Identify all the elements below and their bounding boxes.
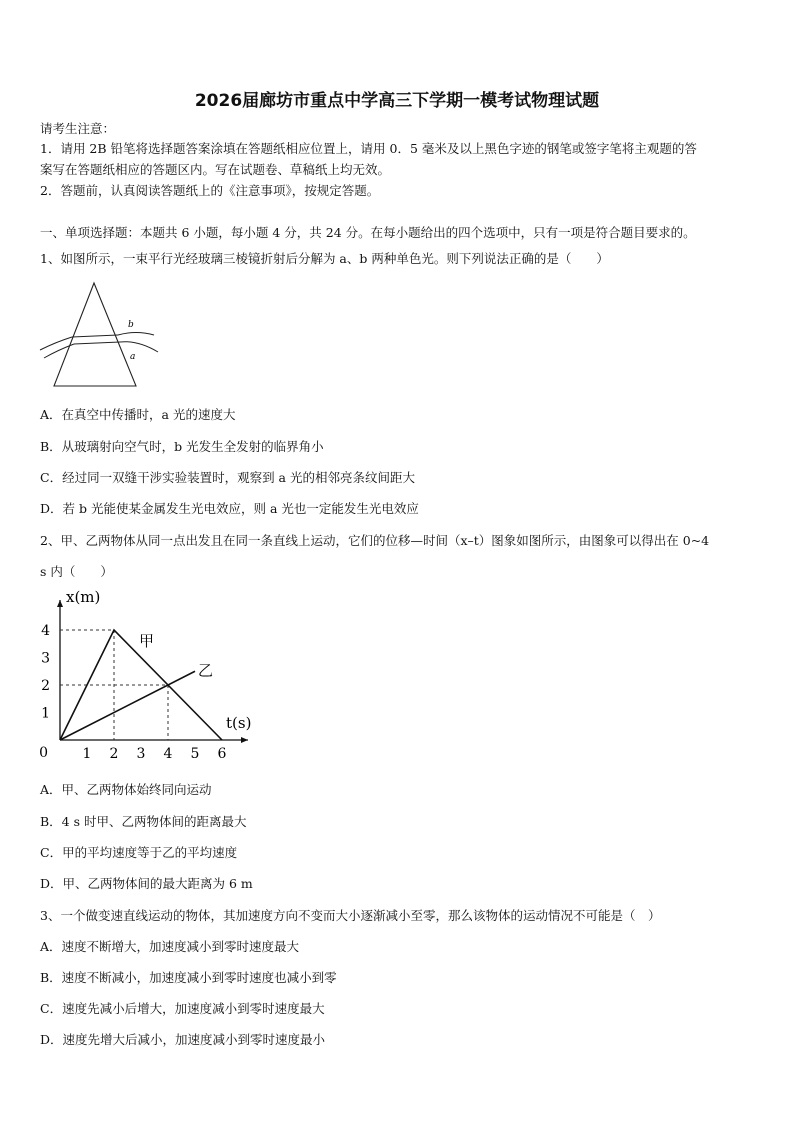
x-axis-label: t(s) bbox=[226, 714, 252, 732]
q1-option-c: C．经过同一双缝干涉实验装置时，观察到 a 光的相邻亮条纹间距大 bbox=[40, 470, 415, 485]
q2-option-a: A．甲、乙两物体始终同向运动 bbox=[40, 782, 212, 797]
q2-option-b: B．4 s 时甲、乙两物体间的距离最大 bbox=[40, 814, 247, 829]
question-2-stem-line-2: s 内（ ） bbox=[40, 564, 113, 579]
ray-b bbox=[118, 333, 154, 336]
q3-option-c: C．速度先减小后增大，加速度减小到零时速度最大 bbox=[40, 1001, 325, 1016]
series-label-yi: 乙 bbox=[198, 661, 214, 680]
q3-option-b: B．速度不断减小，加速度减小到零时速度也减小到零 bbox=[40, 970, 337, 985]
x-tick-label: 4 bbox=[163, 746, 173, 762]
y-tick-label: 4 bbox=[41, 623, 50, 639]
x-tick-label: 3 bbox=[136, 746, 146, 762]
refracted-ray-2 bbox=[74, 342, 120, 344]
x-tick-label: 6 bbox=[217, 746, 227, 762]
q1-option-d: D．若 b 光能使某金属发生光电效应，则 a 光也一定能发生光电效应 bbox=[40, 501, 419, 516]
prism-diagram bbox=[36, 278, 166, 390]
x-tick-label: 2 bbox=[109, 746, 119, 762]
y-tick-label: 1 bbox=[41, 705, 50, 722]
question-3-stem: 3、一个做变速直线运动的物体，其加速度方向不变而大小逐渐减小至零，那么该物体的运动情况不可能是（ ） bbox=[40, 908, 661, 923]
xt-chart bbox=[30, 585, 290, 770]
notice-item-2: 2．答题前，认真阅读答题纸上的《注意事项》，按规定答题。 bbox=[40, 183, 380, 198]
q1-option-a: A．在真空中传播时，a 光的速度大 bbox=[40, 407, 236, 422]
x-tick-label: 5 bbox=[190, 746, 200, 762]
question-2-stem-line-1: 2、甲、乙两物体从同一点出发且在同一条直线上运动，它们的位移—时间（x–t）图象如图所示，由图象可以得出在 0~4 bbox=[40, 533, 710, 548]
y-tick-label: 3 bbox=[41, 650, 50, 667]
refracted-ray-1 bbox=[72, 335, 118, 337]
q1-option-b: B．从玻璃射向空气时，b 光发生全发射的临界角小 bbox=[40, 439, 324, 454]
series-line-1 bbox=[60, 671, 195, 740]
notice-item-1-line-1: 1．请用 2B 铅笔将选择题答案涂填在答题纸相应位置上，请用 0．5 毫米及以上黑色字迹的钢笔或签字笔将主观题的答 bbox=[40, 141, 697, 156]
origin-label: 0 bbox=[39, 745, 48, 761]
question-1-stem: 1、如图所示，一束平行光经玻璃三棱镜折射后分解为 a、b 两种单色光。则下列说法正确的是（ ） bbox=[40, 251, 609, 266]
series-label-jia: 甲 bbox=[139, 632, 155, 650]
x-tick-label: 1 bbox=[82, 746, 92, 762]
q2-option-d: D．甲、乙两物体间的最大距离为 6 m bbox=[40, 876, 253, 891]
incident-ray-upper bbox=[40, 337, 72, 350]
q3-option-d: D．速度先增大后减小，加速度减小到零时速度最小 bbox=[40, 1032, 326, 1047]
ray-b-label: b bbox=[128, 320, 134, 330]
section-heading: 一、单项选择题：本题共 6 小题，每小题 4 分，共 24 分。在每小题给出的四个选项中，只有一项是符合题目要求的。 bbox=[40, 225, 696, 240]
q3-option-a: A．速度不断增大，加速度减小到零时速度最大 bbox=[40, 939, 300, 954]
prism-triangle bbox=[54, 283, 136, 386]
q2-option-c: C．甲的平均速度等于乙的平均速度 bbox=[40, 845, 238, 860]
page-title: 2026届廊坊市重点中学高三下学期一模考试物理试题 bbox=[194, 91, 600, 111]
notice-heading: 请考生注意： bbox=[40, 121, 116, 136]
ray-a bbox=[120, 342, 158, 352]
ray-a-label: a bbox=[130, 352, 136, 362]
x-axis-arrow bbox=[241, 737, 248, 743]
y-axis-arrow bbox=[57, 600, 63, 607]
y-tick-label: 2 bbox=[41, 678, 50, 694]
y-axis-label: x(m) bbox=[66, 588, 101, 606]
notice-item-1-line-2: 案写在答题纸相应的答题区内。写在试题卷、草稿纸上均无效。 bbox=[40, 162, 391, 177]
